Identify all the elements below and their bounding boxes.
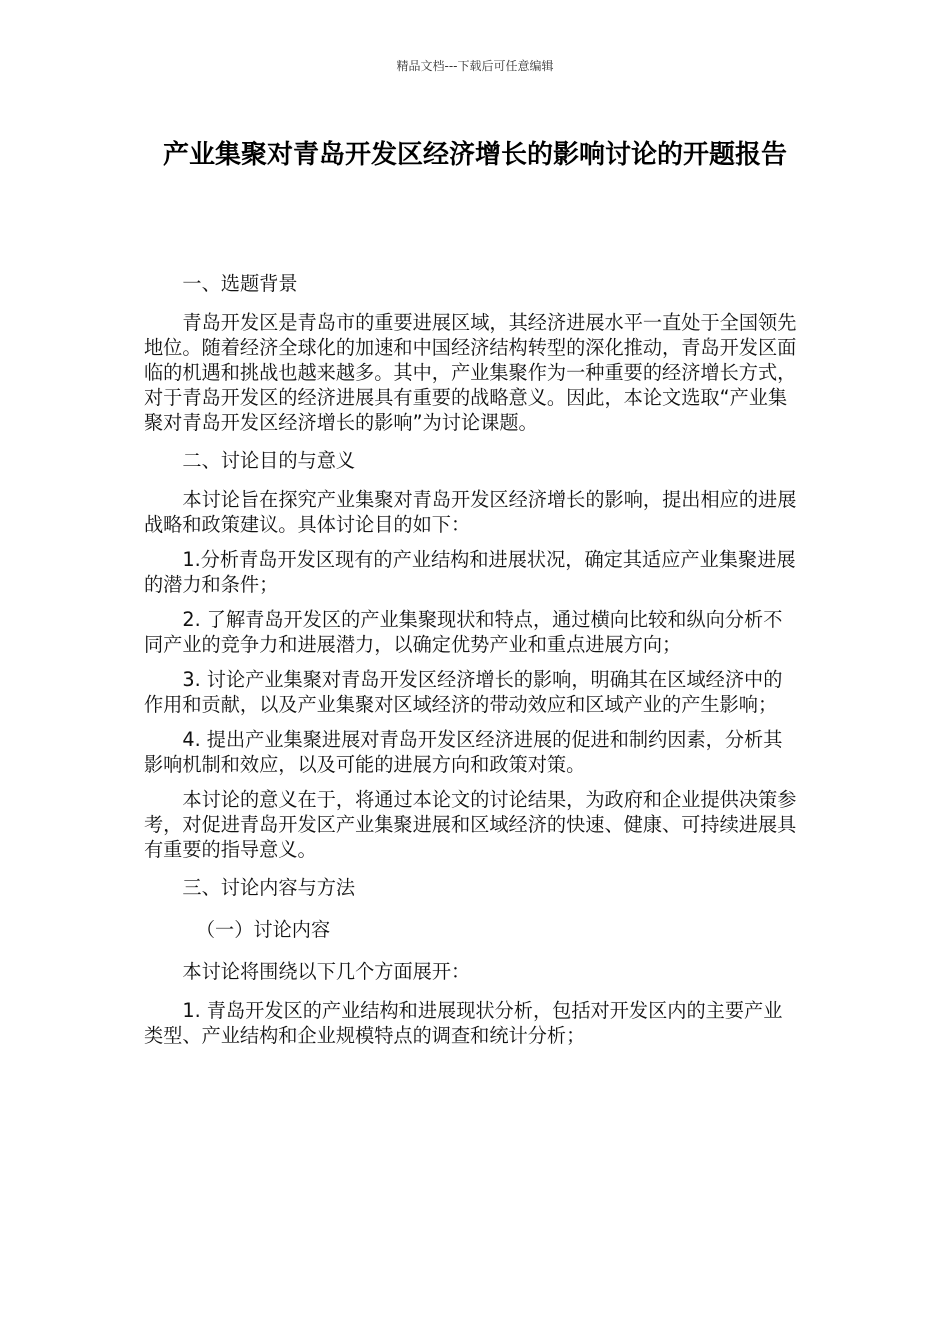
list-item: 1. 青岛开发区的产业结构和进展现状分析，包括对开发区内的主要产业类型、产业结构和企业规模特点的调查和统计分析； <box>144 999 783 1047</box>
list-item: 1.分析青岛开发区现有的产业结构和进展状况，确定其适应产业集聚进展的潜力和条件； <box>144 548 796 596</box>
paragraph: 青岛开发区是青岛市的重要进展区域，其经济进展水平一直处于全国领先地位。随着经济全球化的加速和中国经济结构转型的深化推动，青岛开发区面临的机遇和挑战也越来越多。其中，产业集聚作为一种重要的经济增长方式，对于青岛开发区的经济进展具有重要的战略意义。因此，本论文选取“产业集聚对青岛开发区经济增长的影响”为讨论课题。 <box>144 311 797 434</box>
list-item: 4. 提出产业集聚进展对青岛开发区经济进展的促进和制约因素，分析其影响机制和效应，以及可能的进展方向和政策对策。 <box>144 728 783 776</box>
section-heading-background: 一、选题背景 <box>182 272 298 295</box>
document-body <box>144 268 800 1058</box>
list-item: 3. 讨论产业集聚对青岛开发区经济增长的影响，明确其在区域经济中的作用和贡献，以及产业集聚对区域经济的带动效应和区域产业的产生影响； <box>144 668 783 716</box>
section-heading-content-method: 三、讨论内容与方法 <box>182 876 356 899</box>
document-title: 产业集聚对青岛开发区经济增长的影响讨论的开题报告 <box>162 140 787 170</box>
paragraph: 本讨论的意义在于，将通过本论文的讨论结果，为政府和企业提供决策参考，对促进青岛开发区产业集聚进展和区域经济的快速、健康、可持续进展具有重要的指导意义。 <box>144 788 797 861</box>
section-heading-purpose: 二、讨论目的与意义 <box>182 449 356 472</box>
sub-heading-content: （一）讨论内容 <box>195 918 331 941</box>
paragraph: 本讨论将围绕以下几个方面展开： <box>182 960 471 983</box>
list-item: 2. 了解青岛开发区的产业集聚现状和特点，通过横向比较和纵向分析不同产业的竞争力和进展潜力，以确定优势产业和重点进展方向； <box>144 608 783 656</box>
header-note: 精品文档---下载后可任意编辑 <box>396 59 554 73</box>
paragraph: 本讨论旨在探究产业集聚对青岛开发区经济增长的影响，提出相应的进展战略和政策建议。具体讨论目的如下： <box>144 488 797 536</box>
